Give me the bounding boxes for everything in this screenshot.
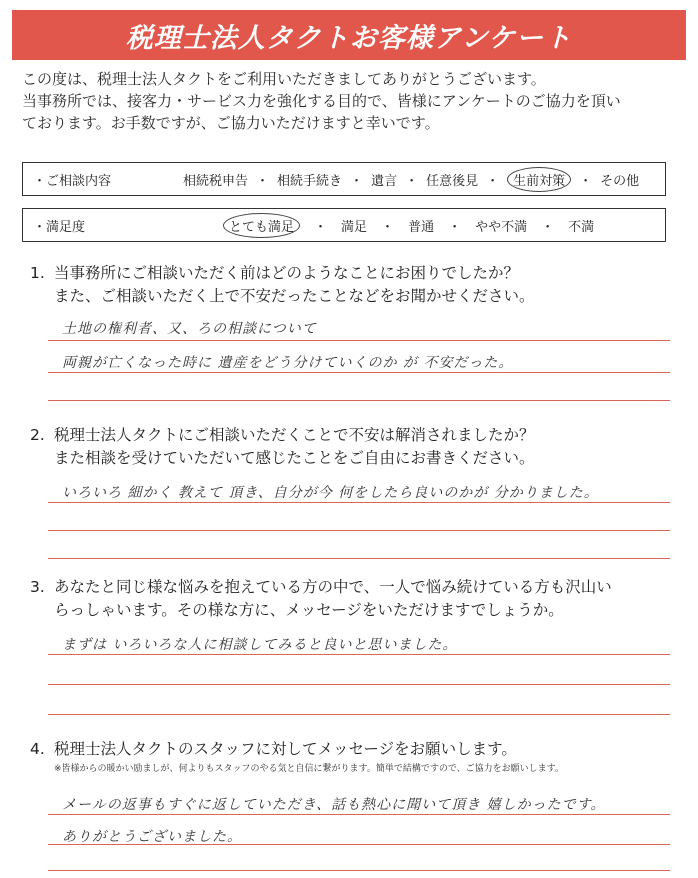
answer-line [48,654,670,655]
intro-line: 当事務所では、接客力・サービス力を強化する目的で、皆様にアンケートのご協力を頂い [22,92,621,110]
option-will[interactable]: 遺言 [371,173,398,189]
handwritten-answer: まずは いろいろな人に相談してみると良いと思いました。 [62,637,458,653]
question-2 [30,424,670,470]
question-number: 3. [30,578,45,596]
question-number: 2. [30,426,45,444]
handwritten-answer: 両親が亡くなった時に 遺産をどう分けていくのか が 不安だった。 [62,355,514,371]
answer-line [48,400,670,401]
handwritten-answer: ありがとうございました。 [62,829,242,845]
intro-line: この度は、税理士法人タクトをご利用いただきましてありがとうございます。 [22,70,546,88]
option-very-satisfied-selected[interactable]: とても満足 [223,213,300,238]
answer-area-1[interactable] [48,310,670,400]
question-number: 1. [30,264,45,282]
option-guardianship[interactable]: 任意後見 [426,173,479,189]
intro-text [22,68,682,134]
option-satisfied[interactable]: 満足 [341,219,368,235]
answer-line [48,714,670,715]
answer-area-2[interactable] [48,472,670,562]
question-note: ※皆様からの暖かい励ましが、何よりもスタッフのやる気と自信に繋がります。簡単で結構ですので、ご協力をお願いします。 [54,764,564,774]
answer-line [48,372,670,373]
consult-label: ・ご相談内容 [33,173,112,189]
answer-line [48,340,670,341]
answer-line [48,530,670,531]
option-inheritance-tax[interactable]: 相続税申告 [183,173,249,189]
survey-title: 税理士法人タクトお客様アンケート [125,22,573,54]
option-neutral[interactable]: 普通 [408,219,435,235]
satisfaction-label: ・満足度 [33,219,86,235]
answer-line [48,502,670,503]
answer-line [48,870,670,871]
answer-line [48,558,670,559]
consult-content-field: ・ご相談内容 相続税申告 ・ 相続手続き ・ 遺言 ・ 任意後見 ・ 生前対策 ・ その他 [22,162,666,196]
handwritten-answer: 土地の権利者、又、ろの相談について [62,321,317,337]
answer-line [48,684,670,685]
question-text: 税理士法人タクトのスタッフに対してメッセージをお願いします。 [54,740,517,758]
question-1 [30,262,670,308]
option-pre-death-planning-selected[interactable]: 生前対策 [507,167,571,192]
option-unsatisfied[interactable]: 不満 [568,219,595,235]
answer-line [48,814,670,815]
question-4 [30,738,670,777]
question-text: あなたと同じ様な悩みを抱えている方の中で、一人で悩み続けている方も沢山い [54,578,612,596]
question-number: 4. [30,740,45,758]
satisfaction-field: ・満足度 とても満足 ・ 満足 ・ 普通 ・ やや不満 ・ 不満 [22,208,666,242]
question-text: また相談を受けていただいて感じたことをご自由にお書きください。 [54,449,535,467]
question-text: 当事務所にご相談いただく前はどのようなことにお困りでしたか？ [54,264,520,282]
intro-line: ております。お手数ですが、ご協力いただけますと幸いです。 [22,114,440,132]
answer-area-3[interactable] [48,626,670,716]
question-text: 税理士法人タクトにご相談いただくことで不安は解消されましたか？ [54,426,535,444]
survey-title-banner [12,10,686,60]
answer-area-4[interactable] [48,786,670,872]
handwritten-answer: メールの返事もすぐに返していただき、話も熱心に聞いて頂き 嬉しかったです。 [62,797,606,813]
option-somewhat-unsatisfied[interactable]: やや不満 [475,219,528,235]
question-3 [30,576,670,622]
option-inheritance-procedure[interactable]: 相続手続き [277,173,343,189]
handwritten-answer: いろいろ 細かく 教えて 頂き、自分が今 何をしたら良いのかが 分かりました。 [62,485,599,501]
answer-line [48,844,670,845]
question-text: また、ご相談いただく上で不安だったことなどをお聞かせください。 [54,287,535,305]
option-other[interactable]: その他 [600,173,640,189]
question-text: らっしゃいます。その様な方に、メッセージをいただけますでしょうか。 [54,601,564,619]
